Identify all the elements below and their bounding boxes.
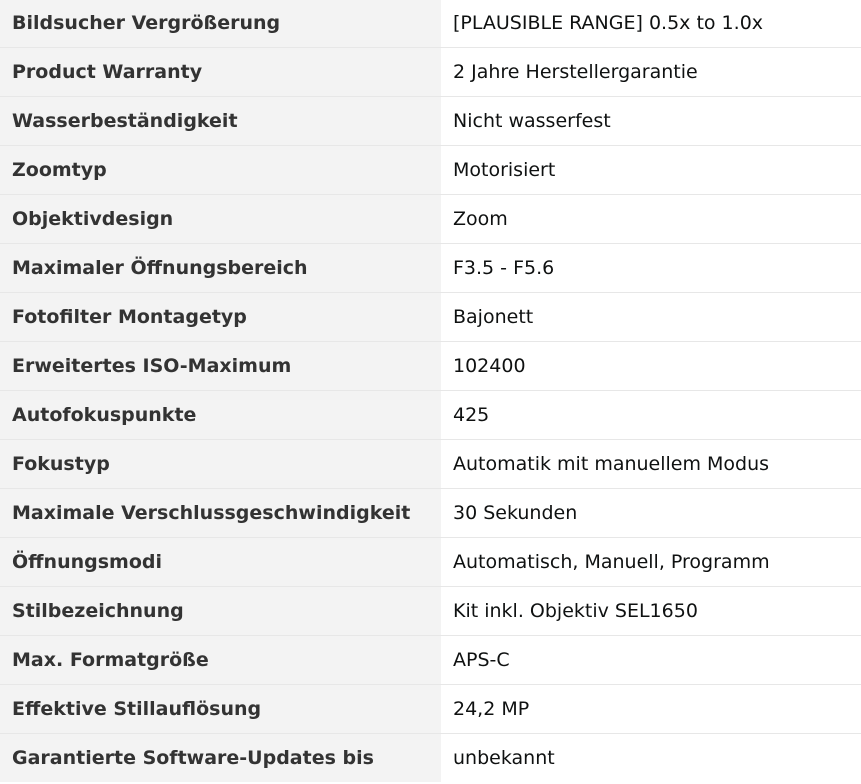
spec-row (0, 96, 861, 145)
spec-value: Nicht wasserfest (453, 109, 611, 132)
spec-row (0, 488, 861, 537)
spec-row (0, 0, 861, 47)
spec-label: Autofokuspunkte (0, 390, 441, 439)
spec-value: Automatik mit manuellem Modus (453, 452, 770, 475)
spec-label: Garantierte Software-Updates bis (0, 733, 441, 782)
spec-value: F3.5 - F5.6 (453, 256, 555, 279)
spec-label: Zoomtyp (0, 145, 441, 194)
spec-value: [PLAUSIBLE RANGE] 0.5x to 1.0x (453, 12, 764, 35)
spec-value: APS-C (453, 648, 510, 671)
spec-value: Zoom (453, 207, 508, 230)
spec-row (0, 537, 861, 586)
spec-label: Stilbezeichnung (0, 586, 441, 635)
spec-label: Wasserbeständigkeit (0, 96, 441, 145)
spec-label: Effektive Stillauflösung (0, 684, 441, 733)
spec-label: Erweitertes ISO-Maximum (0, 341, 441, 390)
spec-value: 2 Jahre Herstellergarantie (453, 60, 698, 83)
spec-value: 24,2 MP (453, 697, 530, 720)
spec-row (0, 194, 861, 243)
spec-label: Max. Formatgröße (0, 635, 441, 684)
spec-value: 425 (453, 403, 490, 426)
spec-value: 102400 (453, 354, 526, 377)
spec-value: 30 Sekunden (453, 501, 578, 524)
spec-label: Öffnungsmodi (0, 537, 441, 586)
spec-label: Objektivdesign (0, 194, 441, 243)
spec-row (0, 635, 861, 684)
spec-value: Bajonett (453, 305, 534, 328)
spec-label: Fokustyp (0, 439, 441, 488)
spec-label: Maximaler Öffnungsbereich (0, 243, 441, 292)
spec-row (0, 145, 861, 194)
spec-row (0, 733, 861, 782)
spec-row (0, 684, 861, 733)
spec-row (0, 47, 861, 96)
spec-row (0, 292, 861, 341)
spec-label: Product Warranty (0, 47, 441, 96)
spec-label: Fotofilter Montagetyp (0, 292, 441, 341)
spec-value: unbekannt (453, 746, 555, 769)
spec-row (0, 390, 861, 439)
spec-label: Bildsucher Vergrößerung (0, 0, 441, 47)
spec-value: Kit inkl. Objektiv SEL1650 (453, 599, 698, 622)
spec-value: Motorisiert (453, 158, 556, 181)
spec-row (0, 439, 861, 488)
spec-row (0, 243, 861, 292)
spec-label: Maximale Verschlussgeschwindigkeit (0, 488, 441, 537)
spec-row (0, 586, 861, 635)
spec-row (0, 341, 861, 390)
spec-value: Automatisch, Manuell, Programm (453, 550, 770, 573)
